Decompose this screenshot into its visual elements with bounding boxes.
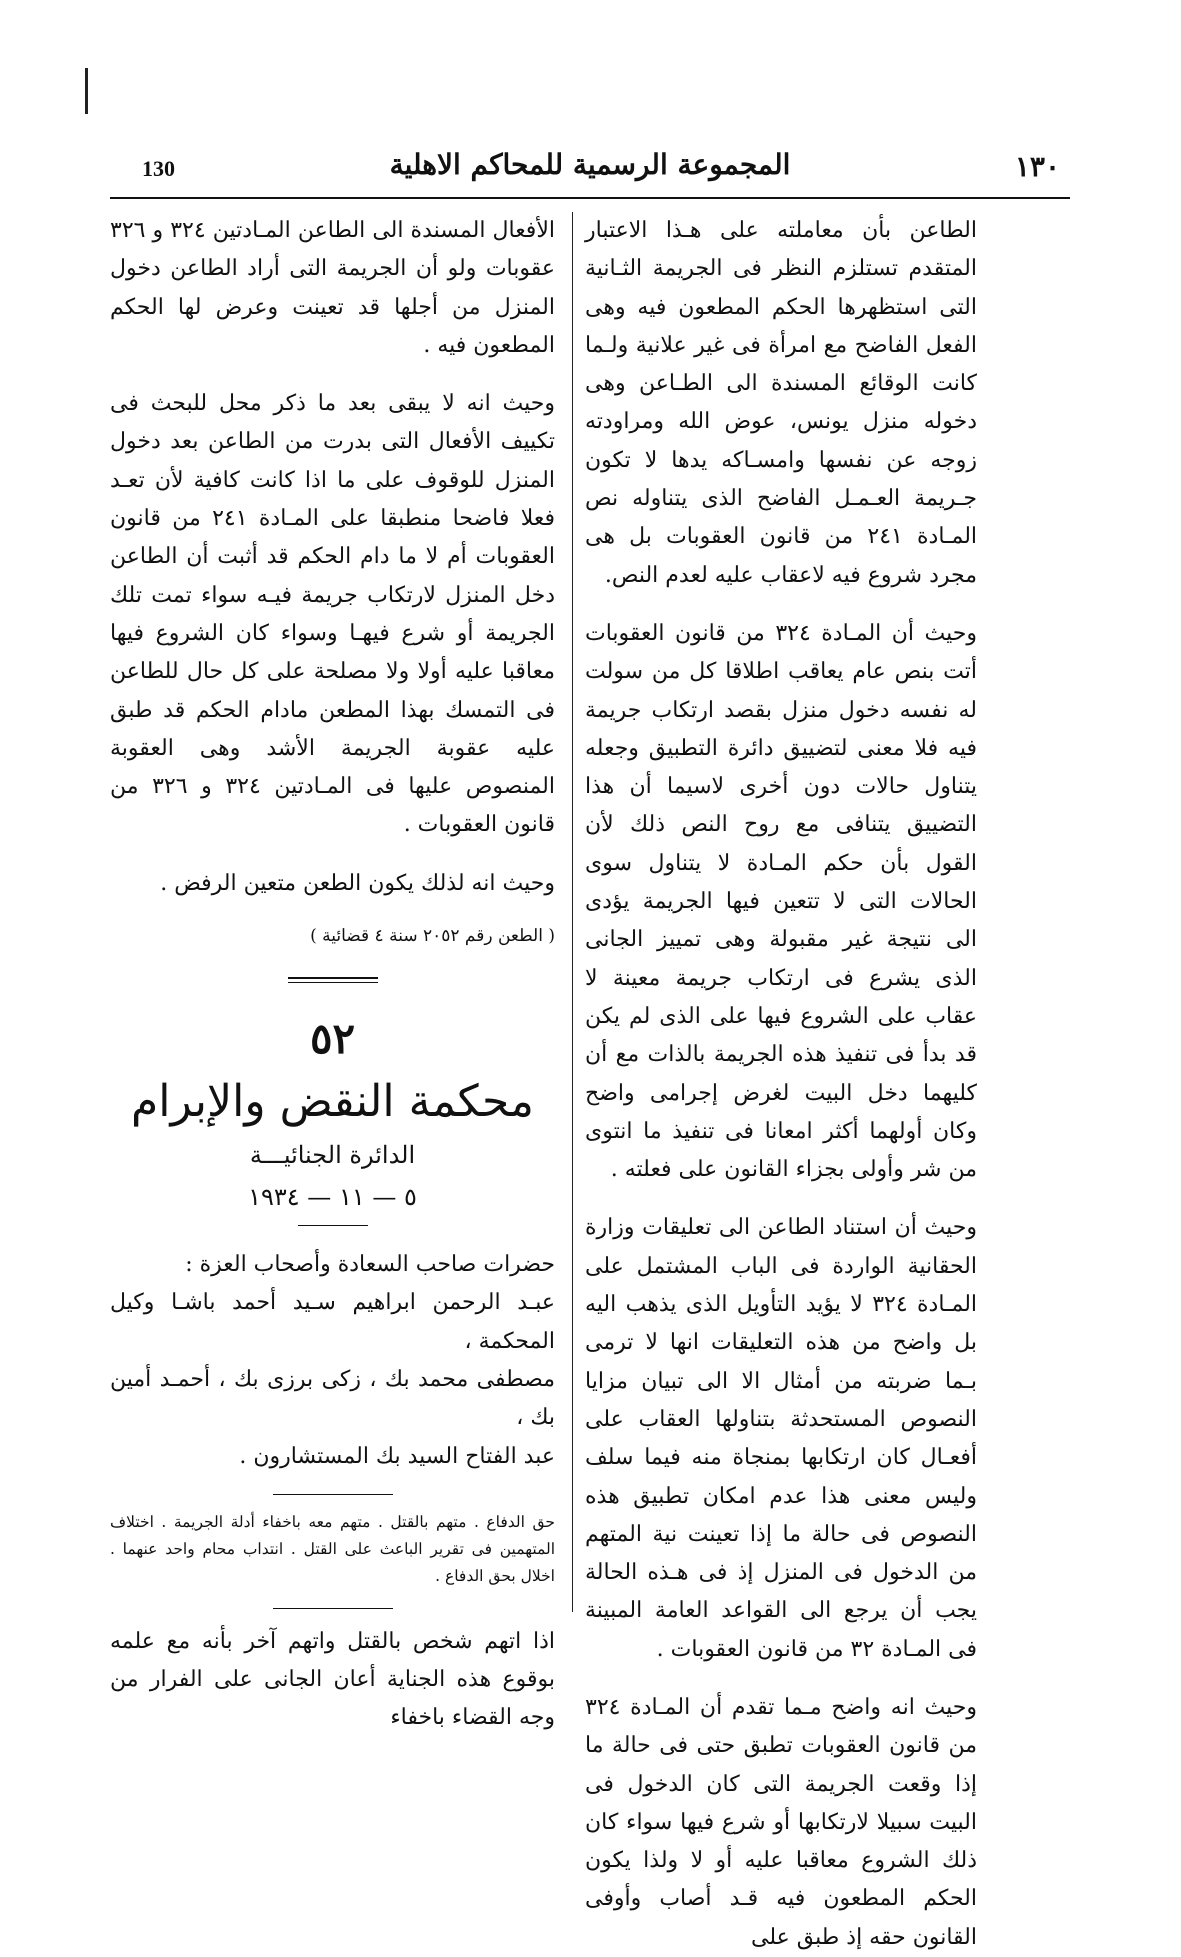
paragraph: وحيث أن استناد الطاعن الى تعليقات وزارة الحقانية الواردة فى الباب المشتمل على المـادة ٣٢٤ لا يؤيد التأويل الذى يذهب اليه بل واضح من هذه التعليقات انها لا ترمى بـما ضربته من أمثال الا الى تبيان مزايا النصوص المستحدثة بتناولها العقاب على أفعـال كان ارتكابها بمنجاة منه فيما سلف وليس معنى هذا عدم امكان تطبيق هذه النصوص فى حالة ما إذا تعينت نية المتهم من الدخول فى المنزل إذ فى هـذه الحالة يجب أن يرجع الى القواعد العامة المبينة فى المـادة ٣٢ من قانون العقوبات . — [585, 1215, 978, 1662]
date-rule — [298, 1225, 368, 1226]
judges-intro: حضرات صاحب السعادة وأصحاب العزة : — [185, 1252, 555, 1278]
margin-mark — [85, 68, 88, 114]
header-rule — [110, 197, 1070, 199]
judge-line: مصطفى محمد بك ، زكى برزى بك ، أحمـد أمين بك ، — [110, 1366, 555, 1431]
paragraph: وحيث أن المـادة ٣٢٤ من قانون العقوبات أتت بنص عام يعاقب اطلاقا كل من سولت له نفسه دخول منزل بقصد ارتكاب جريمة فيه فلا معنى لتضييق دائرة التطبيق وجعله يتناول حالات دون أخرى لاسيما أن هذا التضييق يتنافى مع روح النص ذلك لأن القول بأن حكم المـادة لا يتناول سوى الحالات التى لا تتعين فيها الجريمة يؤدى الى نتيجة غير مقبولة وهى تمييز الجانى الذى يشرع فى ارتكاب جريمة معينة لا عقاب على الشروع فيها على الذى لم يكن قد بدأ فى تنفيذ هذه الجريمة بالذات مع أن كليهما دخل البيت لغرض إجرامى واضح وكان أولهما أكثر امعانا فى تنفيذ ما انتوى من شر وأولى بجزاء القانون على فعلته . — [585, 620, 977, 1183]
publication-title: المجموعة الرسمية للمحاكم الاهلية — [389, 148, 791, 181]
column-divider — [572, 212, 573, 1612]
paragraph: وحيث انه لذلك يكون الطعن متعين الرفض . — [160, 870, 555, 896]
page-number-latin: 130 — [142, 156, 175, 181]
court-circuit: الدائرة الجنائيـــة — [249, 1141, 416, 1170]
judge-line: عبـد الرحمن ابراهيم سـيد أحمد باشـا وكيل المحكمة ، — [110, 1290, 555, 1354]
left-column — [110, 212, 555, 1738]
summary-rule — [273, 1494, 393, 1495]
paragraph: اذا اتهم شخص بالقتل واتهم آخر بأنه مع علمه بوقوع هذه الجناية أعان الجانى على الفرار من وجه القضاء باخفاء — [110, 1628, 555, 1731]
paragraph: وحيث انه واضح مـما تقدم أن المـادة ٣٢٤ من قانون العقوبات تطبق حتى فى حالة ما إذا وقعت الجريمة التى كان الدخول فى البيت سبيلا لارتكابها أو شرع فيها سواء كان ذلك الشروع معاقبا عليه أو لا ولذا يكون الحكم المطعون فيه قـد أصاب وأوفى القانون حقه إذ طبق على — [585, 1694, 977, 1950]
right-column — [585, 212, 977, 1957]
case-number: ٥٢ — [309, 1014, 356, 1064]
summary-end-rule — [273, 1608, 393, 1609]
page-header — [120, 148, 1060, 188]
page-number-arabic: ١٣٠ — [1014, 150, 1060, 183]
paragraph: الأفعال المسندة الى الطاعن المـادتين ٣٢٤ و ٣٢٦ عقوبات ولو أن الجريمة التى أراد الطاعن دخول المنزل من أجلها قد تعينت وعرض لها الحكم المطعون فيه . — [110, 218, 555, 358]
judge-line: عبد الفتاح السيد بك المستشارون . — [239, 1443, 555, 1469]
case-summary: حق الدفاع . متهم بالقتل . متهم معه باخفاء أدلة الجريمة . اختلاف المتهمين فى تقرير الباعث على القتل . انتداب محام واحد عنهما . اخلال بحق الدفاع . — [110, 1512, 555, 1585]
section-separator — [288, 977, 378, 983]
paragraph: وحيث انه لا يبقى بعد ما ذكر محل للبحث فى تكييف الأفعال التى بدرت من الطاعن بعد دخول المنزل للوقوف على ما اذا كانت كافية لأن تعـد فعلا فاضحا منطبقا على المـادة ٢٤١ من قانون العقوبات أم لا ما دام الحكم قد أثبت أن الطاعن دخل المنزل لارتكاب جريمة فيـه سواء تمت تلك الجريمة أو شرع فيهـا وسواء كان الشروع فيها معاقبا عليه أولا ولا مصلحة على كل حال للطاعن فى التمسك بهذا المطعن مادام الحكم قد طبق عليه عقوبة الجريمة الأشد وهى العقوبة المنصوص عليها فى المـادتين ٣٢٤ و ٣٢٦ من قانون العقوبات . — [110, 391, 555, 838]
court-name: محكمة النقض والإبرام — [131, 1076, 534, 1128]
case-citation: ( الطعن رقم ٢٠٥٢ سنة ٤ قضائية ) — [310, 926, 555, 947]
paragraph: الطاعن بأن معاملته على هـذا الاعتبار المتقدم تستلزم النظر فى الجريمة الثـانية التى استظهرها الحكم المطعون فيه وهى الفعل الفاضح مع امرأة فى غير علانية ولـما كانت الوقائع المسندة الى الطـاعن وهى دخوله منزل يونس، عوض الله ومراودته زوجه عن نفسها وامسـاكه يدها لا تكون جـريمة العـمـل الفاضح الذى يتناوله نص المـادة ٢٤١ من قانون العقوبات بل هى مجرد شروع فيه لاعقاب عليه لعدم النص. — [585, 218, 978, 588]
ruling-date: ٥ — ١١ — ١٩٣٤ — [248, 1183, 417, 1212]
